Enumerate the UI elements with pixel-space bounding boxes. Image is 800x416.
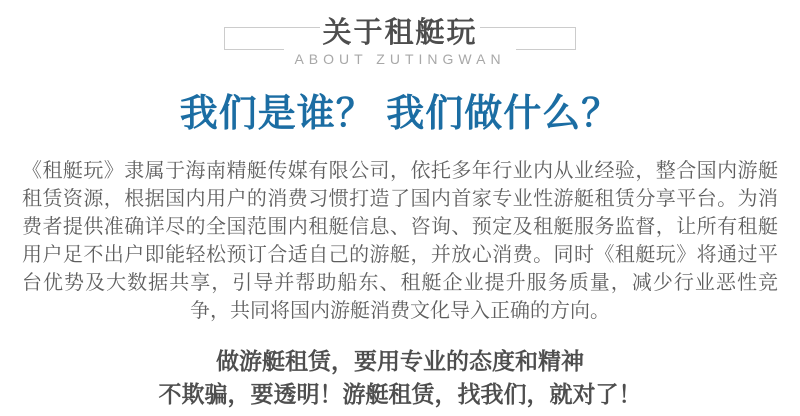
about-paragraph: 《租艇玩》隶属于海南精艇传媒有限公司，依托多年行业内从业经验，整合国内游艇租赁资源，根据国内用户的消费习惯打造了国内首家专业性游艇租赁分享平台。为消费者提供准确详尽的全国范围内租艇信息、咨询、预定及租艇服务监督，让所有租艇用户足不出户即能轻松预订合适自己的游艇，并放心消费。同时《租艇玩》将通过平台优势及大数据共享，引导并帮助船东、租艇企业提升服务质量，减少行业恶性竞争，共同将国内游艇消费文化导入正确的方向。 (22, 160, 778, 322)
decor-line-top-left (224, 27, 320, 28)
slogan-line-1: 做游艇租赁，要用专业的态度和精神 (216, 348, 584, 374)
headline: 我们是谁？ 我们做什么？ (179, 93, 621, 135)
slogan (0, 345, 800, 411)
decor-line-side-right (575, 27, 576, 50)
decor-line-bottom-right (516, 49, 576, 50)
decor-line-side-left (224, 27, 225, 50)
section-title: 关于租艇玩 (322, 17, 478, 49)
decor-line-bottom-left (224, 49, 284, 50)
slogan-line-2: 不欺骗，要透明！游艇租赁，找我们，就对了！ (158, 381, 642, 407)
section-subtitle: ABOUT ZUTINGWAN (294, 51, 506, 67)
section-header (224, 14, 576, 70)
decor-line-top-right (480, 27, 576, 28)
